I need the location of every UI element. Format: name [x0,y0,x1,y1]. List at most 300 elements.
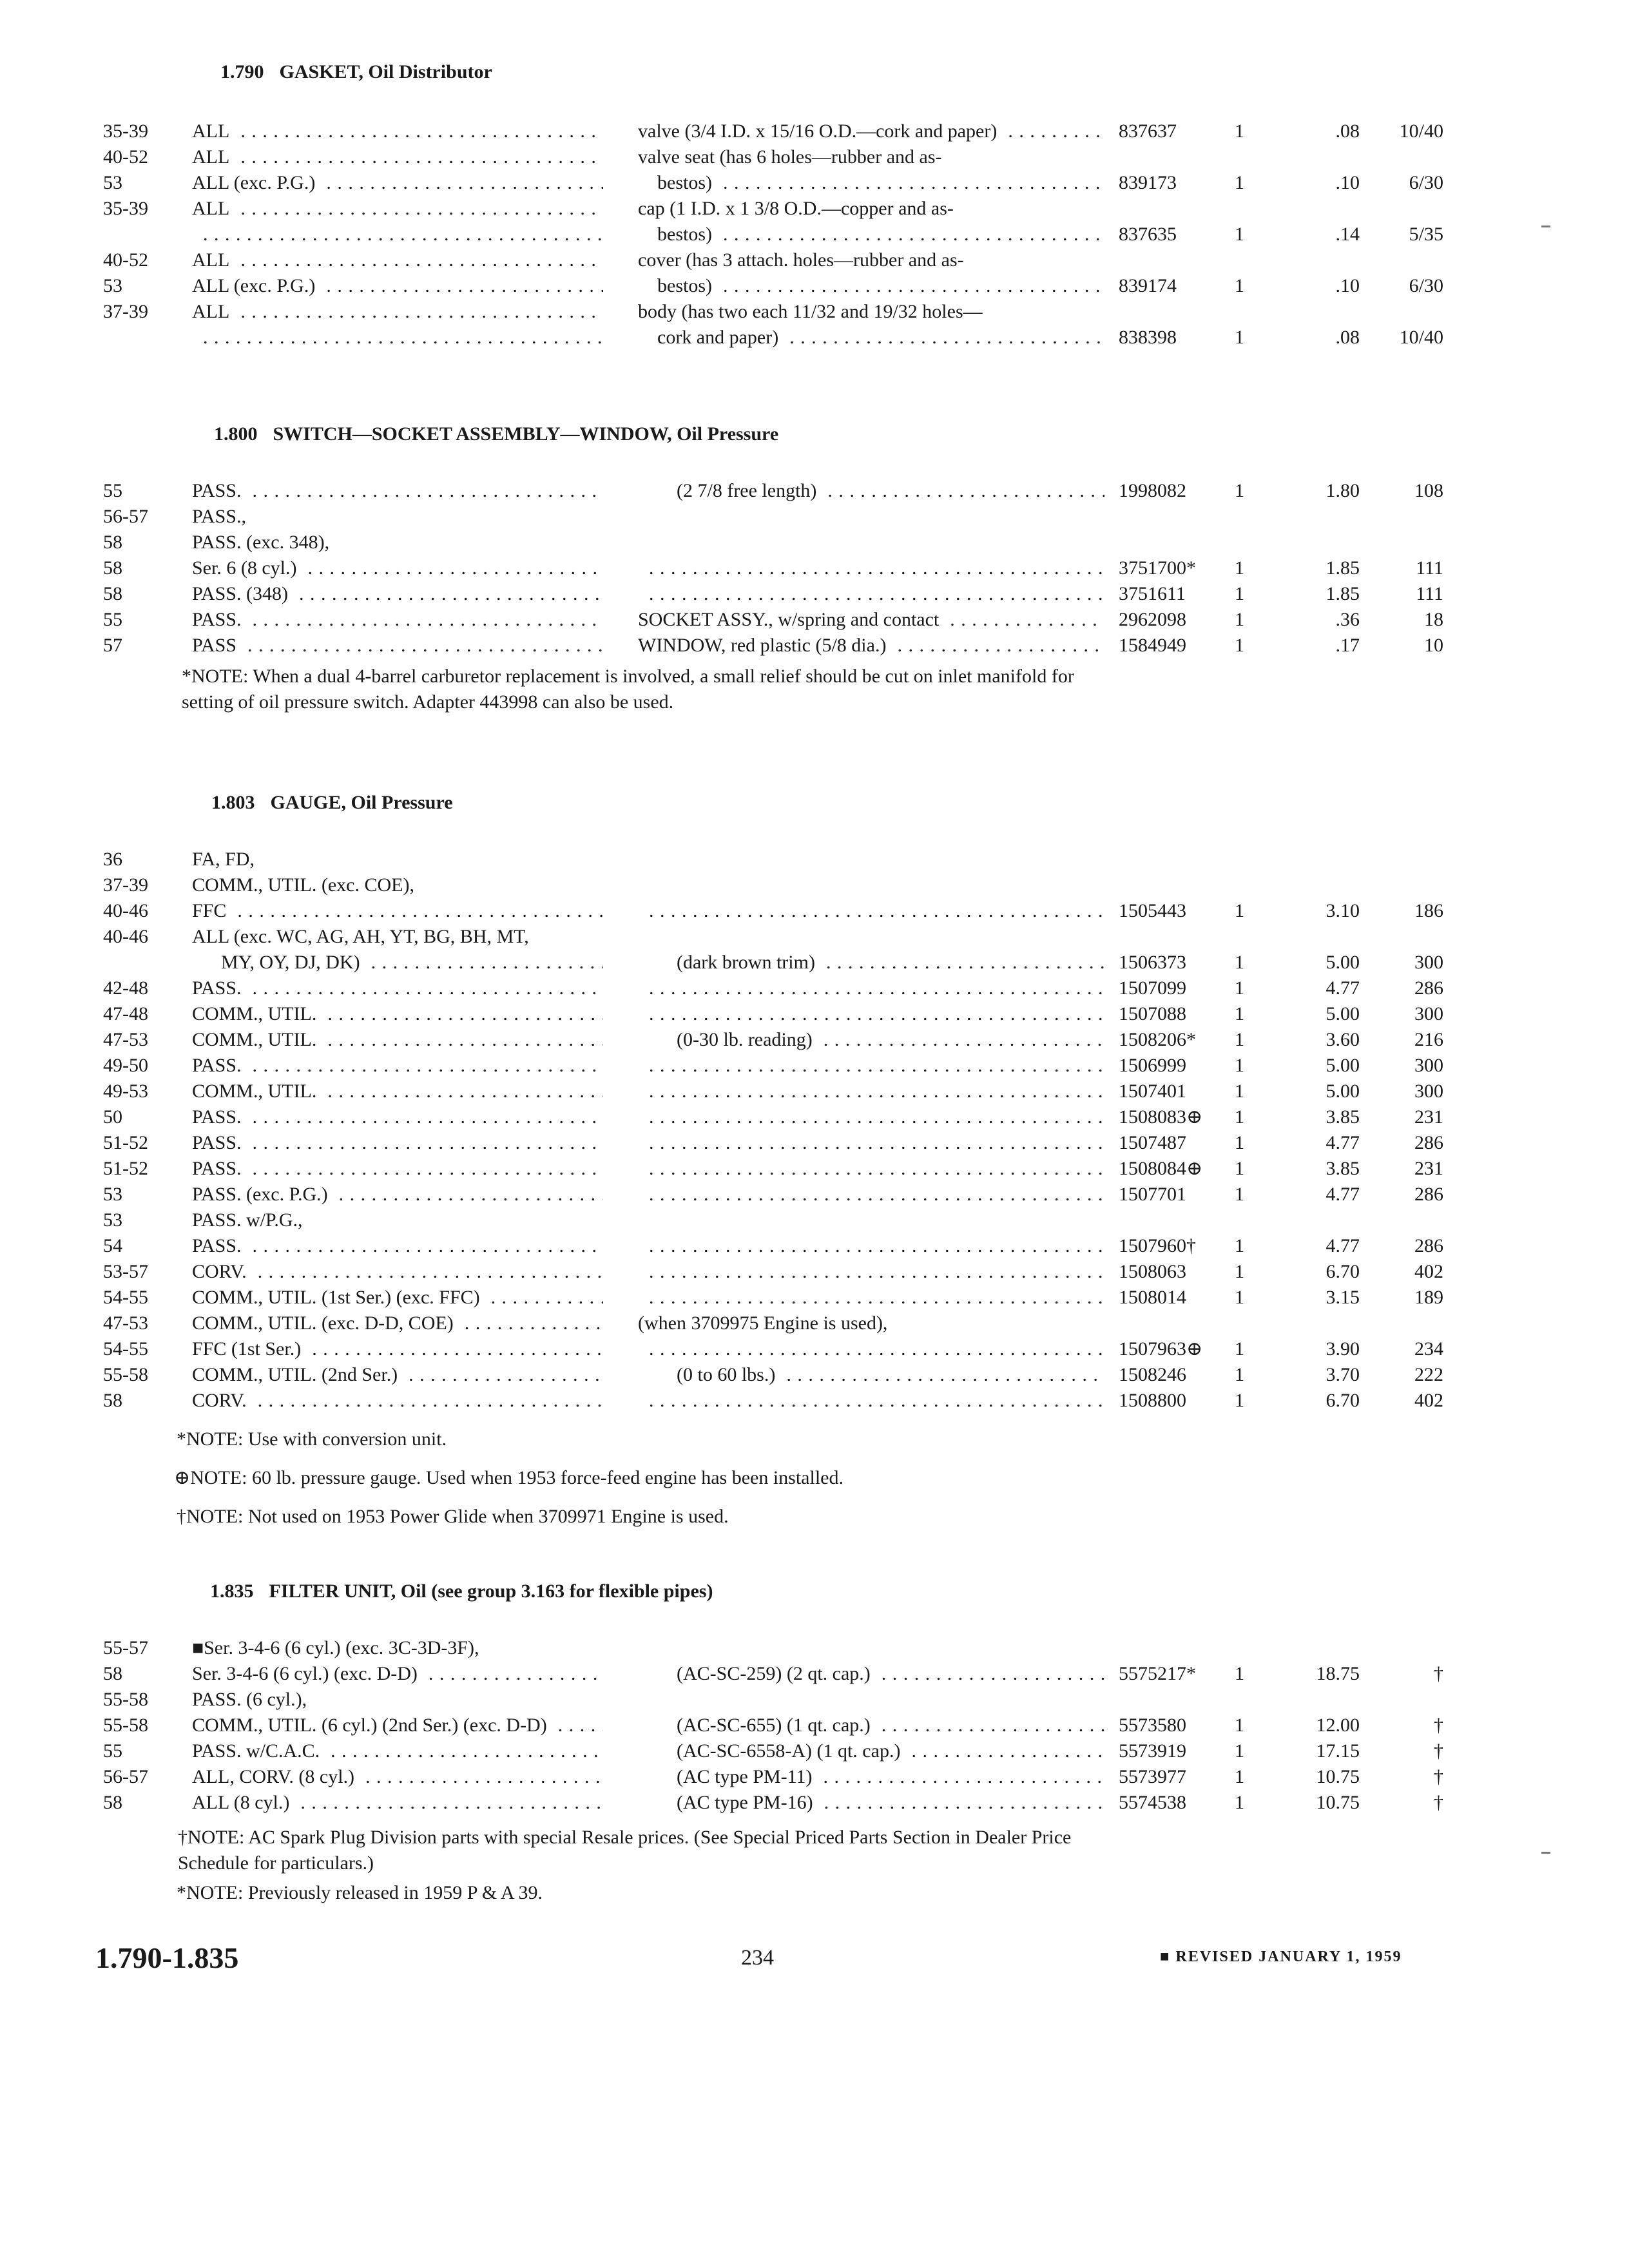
row-description [638,1336,1104,1362]
row-quantity: 1 [1235,1055,1244,1076]
row-list-price: † [1434,1740,1443,1762]
row-list-price: 286 [1414,977,1443,999]
row-years: 35-39 [103,198,148,219]
row-models: PASS. . . . [192,1053,603,1079]
row-list-price: 286 [1414,1184,1443,1205]
row-list-price: 231 [1414,1106,1443,1128]
table-row [0,222,1629,247]
table-row [0,607,1629,633]
section-title: SWITCH—SOCKET ASSEMBLY—WINDOW, Oil Pressure [273,423,779,445]
row-part-number: 5575217* [1119,1663,1196,1684]
row-years: 53 [103,1209,122,1231]
row-description: (AC-SC-6558-A) (1 qt. cap.) . . . [638,1738,1104,1764]
row-description [638,1001,1104,1027]
row-models: PASS., [192,506,246,527]
row-part-number: 1508063 [1119,1261,1186,1282]
row-years: 58 [103,532,122,553]
row-years: 55-57 [103,1637,148,1658]
table-row [0,1182,1629,1207]
row-models [192,325,603,351]
row-models: ALL (exc. P.G.) . . . [192,273,603,299]
row-models: PASS. (348) . . . [192,581,603,607]
row-models: COMM., UTIL. . . . [192,1079,603,1104]
row-quantity: 1 [1235,1766,1244,1787]
row-quantity: 1 [1235,120,1244,142]
row-description: bestos) . . . [638,222,1104,247]
row-quantity: 1 [1235,1106,1244,1128]
row-list-price: 402 [1414,1390,1443,1411]
row-models: PASS. (6 cyl.), [192,1689,307,1710]
row-description: (AC type PM-16) . . . [638,1790,1104,1816]
row-years: 57 [103,635,122,656]
row-description: WINDOW, red plastic (5/8 dia.) . . . [638,633,1104,658]
table-row [0,1790,1629,1816]
row-description: valve (3/4 I.D. x 15/16 O.D.—cork and paper) . . . [638,119,1104,144]
row-years: 42-48 [103,977,148,999]
row-years: 53 [103,172,122,193]
row-quantity: 1 [1235,1740,1244,1762]
table-row [0,1738,1629,1764]
row-part-number: 1506999 [1119,1055,1186,1076]
row-years: 55 [103,609,122,630]
section-number: 1.803 [211,792,255,813]
row-part-number: 1507487 [1119,1132,1186,1153]
table-row [0,119,1629,144]
footnote: *NOTE: Use with conversion unit. [177,1428,447,1450]
row-price: .08 [1335,327,1360,348]
row-models: ALL . . . [192,247,603,273]
row-price: .10 [1335,172,1360,193]
row-years: 58 [103,1663,122,1684]
row-description [638,1130,1104,1156]
table-row [0,170,1629,196]
row-years: 58 [103,583,122,604]
row-models: CORV. . . . [192,1388,603,1414]
row-description: (dark brown trim) . . . [638,950,1104,975]
row-quantity: 1 [1235,1390,1244,1411]
row-years: 47-48 [103,1003,148,1024]
row-list-price: † [1434,1715,1443,1736]
row-list-price: 189 [1414,1287,1443,1308]
row-models: ALL . . . [192,196,603,222]
table-row [0,633,1629,658]
row-models: PASS. w/C.A.C. . . . [192,1738,603,1764]
table-row [0,1764,1629,1790]
row-description: bestos) . . . [638,170,1104,196]
row-description [638,975,1104,1001]
row-years: 40-46 [103,926,148,947]
row-list-price: † [1434,1792,1443,1813]
row-list-price: 6/30 [1409,275,1443,296]
table-row [0,924,1629,950]
table-row [0,1079,1629,1104]
row-quantity: 1 [1235,1132,1244,1153]
row-quantity: 1 [1235,1003,1244,1024]
row-price: 6.70 [1325,1390,1360,1411]
row-part-number: 839173 [1119,172,1177,193]
row-years: 55 [103,480,122,501]
table-row [0,1285,1629,1311]
table-row [0,1001,1629,1027]
row-description [638,555,1104,581]
section-number: 1.835 [210,1581,254,1602]
row-years: 54-55 [103,1338,148,1360]
row-quantity: 1 [1235,224,1244,245]
table-row [0,273,1629,299]
table-row [0,847,1629,872]
row-part-number: 1507963⊕ [1119,1338,1203,1360]
table-row [0,1207,1629,1233]
row-list-price: 6/30 [1409,172,1443,193]
table-row [0,1713,1629,1738]
section-heading [220,58,492,86]
row-models: PASS. . . . [192,1233,603,1259]
row-quantity: 1 [1235,480,1244,501]
row-list-price: 186 [1414,900,1443,921]
table-row [0,247,1629,273]
section-heading [214,420,778,448]
section-number: 1.800 [214,423,258,445]
row-quantity: 1 [1235,609,1244,630]
table-row [0,504,1629,530]
row-models: ALL . . . [192,299,603,325]
row-part-number: 837635 [1119,224,1177,245]
row-price: 4.77 [1325,1235,1360,1256]
row-price: .10 [1335,275,1360,296]
table-row [0,1104,1629,1130]
row-models: COMM., UTIL. (1st Ser.) (exc. FFC) . . . [192,1285,603,1311]
table-row [0,1311,1629,1336]
row-description: bestos) . . . [638,273,1104,299]
row-price: 4.77 [1325,977,1360,999]
margin-mark [1541,1852,1550,1854]
row-description [638,1233,1104,1259]
row-price: 3.85 [1325,1106,1360,1128]
table-row [0,1156,1629,1182]
row-part-number: 1508800 [1119,1390,1186,1411]
footer-page-number: 234 [741,1946,774,1970]
row-part-number: 1998082 [1119,480,1186,501]
row-description [638,1285,1104,1311]
row-part-number: 5573977 [1119,1766,1186,1787]
row-years: 36 [103,849,122,870]
section-title: FILTER UNIT, Oil (see group 3.163 for flexible pipes) [269,1581,713,1602]
row-part-number: 1507088 [1119,1003,1186,1024]
row-description [638,898,1104,924]
row-price: .14 [1335,224,1360,245]
table-row [0,1687,1629,1713]
row-models: PASS . . . [192,633,603,658]
footer-section-range: 1.790-1.835 [95,1941,239,1974]
row-models: PASS. . . . [192,478,603,504]
row-description [638,1388,1104,1414]
row-description: (AC-SC-655) (1 qt. cap.) . . . [638,1713,1104,1738]
row-price: 3.60 [1325,1029,1360,1050]
footnote: *NOTE: When a dual 4-barrel carburetor replacement is involved, a small relief should be cut on inlet manifold for setting of oil pressure switch. Adapter 443998 can also be used. [182,666,1074,713]
row-price: 3.85 [1325,1158,1360,1179]
table-row [0,1661,1629,1687]
row-models: COMM., UTIL. . . . [192,1027,603,1053]
table-row [0,196,1629,222]
row-price: 1.85 [1325,583,1360,604]
row-quantity: 1 [1235,1158,1244,1179]
row-description: (0-30 lb. reading) . . . [638,1027,1104,1053]
row-years: 55-58 [103,1364,148,1385]
table-row [0,555,1629,581]
row-years: 50 [103,1106,122,1128]
row-list-price: 300 [1414,1003,1443,1024]
row-quantity: 1 [1235,583,1244,604]
row-price: 4.77 [1325,1132,1360,1153]
row-list-price: 402 [1414,1261,1443,1282]
row-price: .08 [1335,120,1360,142]
row-models: ALL (8 cyl.) . . . [192,1790,603,1816]
row-part-number: 1507701 [1119,1184,1186,1205]
row-years: 58 [103,1792,122,1813]
row-price: 5.00 [1325,952,1360,973]
table-row [0,950,1629,975]
row-quantity: 1 [1235,900,1244,921]
row-models: FFC . . . [192,898,603,924]
row-description [638,1053,1104,1079]
row-part-number: 2962098 [1119,609,1186,630]
row-years: 37-39 [103,301,148,322]
row-description: (2 7/8 free length) . . . [638,478,1104,504]
row-list-price: 10/40 [1399,120,1443,142]
row-description: cork and paper) . . . [638,325,1104,351]
footnote: †NOTE: Not used on 1953 Power Glide when 3709971 Engine is used. [177,1506,729,1527]
row-models: COMM., UTIL. . . . [192,1001,603,1027]
row-part-number: 5573919 [1119,1740,1186,1762]
table-row [0,898,1629,924]
row-quantity: 1 [1235,1261,1244,1282]
row-years: 54-55 [103,1287,148,1308]
row-years: 40-52 [103,146,148,168]
row-part-number: 3751700* [1119,557,1196,579]
row-description [638,1079,1104,1104]
row-list-price: 108 [1414,480,1443,501]
row-price: 12.00 [1316,1715,1360,1736]
row-description: valve seat (has 6 holes—rubber and as- [638,146,942,168]
row-price: 3.15 [1325,1287,1360,1308]
row-price: 17.15 [1316,1740,1360,1762]
row-years: 37-39 [103,874,148,896]
row-models: PASS. w/P.G., [192,1209,303,1231]
row-models: COMM., UTIL. (exc. D-D, COE) . . . [192,1311,603,1336]
table-row [0,1027,1629,1053]
row-description: cover (has 3 attach. holes—rubber and as- [638,249,964,271]
table-row [0,1259,1629,1285]
row-list-price: 111 [1416,583,1443,604]
table-row [0,144,1629,170]
row-years: 55-58 [103,1689,148,1710]
row-part-number: 1505443 [1119,900,1186,921]
row-quantity: 1 [1235,1029,1244,1050]
table-row [0,1635,1629,1661]
row-years: 49-53 [103,1081,148,1102]
row-list-price: 222 [1414,1364,1443,1385]
row-models: PASS. . . . [192,607,603,633]
row-models: COMM., UTIL. (2nd Ser.) . . . [192,1362,603,1388]
row-part-number: 5574538 [1119,1792,1186,1813]
row-list-price: 286 [1414,1235,1443,1256]
row-years: 55 [103,1740,122,1762]
table-row [0,1233,1629,1259]
row-quantity: 1 [1235,327,1244,348]
row-list-price: 300 [1414,1081,1443,1102]
row-part-number: 837637 [1119,120,1177,142]
row-quantity: 1 [1235,635,1244,656]
footnote: *NOTE: Previously released in 1959 P & A 39. [177,1882,543,1903]
row-description: (when 3709975 Engine is used), [638,1312,888,1334]
row-quantity: 1 [1235,1715,1244,1736]
table-row [0,1053,1629,1079]
row-models: PASS. . . . [192,1130,603,1156]
row-part-number: 1508084⊕ [1119,1158,1203,1179]
row-quantity: 1 [1235,557,1244,579]
row-models: PASS. . . . [192,1104,603,1130]
row-price: 3.10 [1325,900,1360,921]
row-list-price: 10 [1424,635,1443,656]
row-price: 5.00 [1325,1055,1360,1076]
row-models: FFC (1st Ser.) . . . [192,1336,603,1362]
row-quantity: 1 [1235,1364,1244,1385]
row-quantity: 1 [1235,1663,1244,1684]
row-years: 54 [103,1235,122,1256]
row-part-number: 1506373 [1119,952,1186,973]
row-list-price: 10/40 [1399,327,1443,348]
row-years: 49-50 [103,1055,148,1076]
row-price: 10.75 [1316,1792,1360,1813]
row-models: ALL (exc. WC, AG, AH, YT, BG, BH, MT, [192,926,529,947]
row-quantity: 1 [1235,977,1244,999]
row-years: 55-58 [103,1715,148,1736]
row-list-price: 231 [1414,1158,1443,1179]
section-heading [210,1577,713,1606]
row-description [638,581,1104,607]
row-part-number: 1508014 [1119,1287,1186,1308]
row-part-number: 838398 [1119,327,1177,348]
row-quantity: 1 [1235,1081,1244,1102]
row-years: 40-52 [103,249,148,271]
row-years: 58 [103,557,122,579]
table-row [0,299,1629,325]
row-models: ALL (exc. P.G.) . . . [192,170,603,196]
row-quantity: 1 [1235,1287,1244,1308]
row-description: body (has two each 11/32 and 19/32 holes— [638,301,983,322]
table-row [0,581,1629,607]
table-row [0,1130,1629,1156]
row-price: .36 [1335,609,1360,630]
row-price: 18.75 [1316,1663,1360,1684]
row-description: cap (1 I.D. x 1 3/8 O.D.—copper and as- [638,198,954,219]
footnote: ⊕NOTE: 60 lb. pressure gauge. Used when 1953 force-feed engine has been installed. [174,1467,843,1488]
row-quantity: 1 [1235,1792,1244,1813]
row-models [192,222,603,247]
row-years: 53-57 [103,1261,148,1282]
row-years: 47-53 [103,1312,148,1334]
row-models: Ser. 3-4-6 (6 cyl.) (exc. D-D) . . . [192,1661,603,1687]
table-row [0,1388,1629,1414]
row-description [638,1156,1104,1182]
row-price: 3.90 [1325,1338,1360,1360]
footnote: †NOTE: AC Spark Plug Division parts with special Resale prices. (See Special Priced Parts Section in Dealer Price Schedule for particulars.) [178,1827,1072,1874]
row-years: 56-57 [103,1766,148,1787]
row-models: ■Ser. 3-4-6 (6 cyl.) (exc. 3C-3D-3F), [192,1637,479,1658]
row-models: COMM., UTIL. (6 cyl.) (2nd Ser.) (exc. D-D) . . . [192,1713,603,1738]
row-part-number: 1507401 [1119,1081,1186,1102]
row-part-number: 1507960† [1119,1235,1196,1256]
section-title: GAUGE, Oil Pressure [270,792,453,813]
table-row [0,478,1629,504]
row-years: 35-39 [103,120,148,142]
row-years: 47-53 [103,1029,148,1050]
row-price: 3.70 [1325,1364,1360,1385]
row-description [638,1182,1104,1207]
row-quantity: 1 [1235,172,1244,193]
row-part-number: 839174 [1119,275,1177,296]
row-list-price: 300 [1414,1055,1443,1076]
margin-mark [1541,226,1550,227]
row-price: 1.85 [1325,557,1360,579]
table-row [0,975,1629,1001]
row-quantity: 1 [1235,275,1244,296]
row-quantity: 1 [1235,1184,1244,1205]
row-quantity: 1 [1235,1235,1244,1256]
row-description [638,1259,1104,1285]
row-models: COMM., UTIL. (exc. COE), [192,874,414,896]
row-years: 53 [103,275,122,296]
row-part-number: 3751611 [1119,583,1186,604]
row-description: (0 to 60 lbs.) . . . [638,1362,1104,1388]
row-quantity: 1 [1235,1338,1244,1360]
section-heading [211,789,453,817]
row-years: 58 [103,1390,122,1411]
row-description: (AC-SC-259) (2 qt. cap.) . . . [638,1661,1104,1687]
row-models: PASS. . . . [192,975,603,1001]
table-row [0,1362,1629,1388]
row-list-price: 216 [1414,1029,1443,1050]
row-price: .17 [1335,635,1360,656]
row-models: ALL . . . [192,119,603,144]
row-part-number: 5573580 [1119,1715,1186,1736]
row-part-number: 1507099 [1119,977,1186,999]
row-list-price: 300 [1414,952,1443,973]
row-list-price: 5/35 [1409,224,1443,245]
row-years: 51-52 [103,1158,148,1179]
row-years: 40-46 [103,900,148,921]
row-models: ALL, CORV. (8 cyl.) . . . [192,1764,603,1790]
row-years: 53 [103,1184,122,1205]
row-price: 6.70 [1325,1261,1360,1282]
section-number: 1.790 [220,61,264,82]
row-models: CORV. . . . [192,1259,603,1285]
row-years: 51-52 [103,1132,148,1153]
row-price: 5.00 [1325,1003,1360,1024]
row-price: 1.80 [1325,480,1360,501]
row-quantity: 1 [1235,952,1244,973]
row-price: 10.75 [1316,1766,1360,1787]
table-row [0,325,1629,351]
row-list-price: 18 [1424,609,1443,630]
row-list-price: † [1434,1766,1443,1787]
row-description: (AC type PM-11) . . . [638,1764,1104,1790]
row-models: ALL . . . [192,144,603,170]
table-row [0,1336,1629,1362]
row-description [638,1104,1104,1130]
row-years: 56-57 [103,506,148,527]
row-list-price: † [1434,1663,1443,1684]
